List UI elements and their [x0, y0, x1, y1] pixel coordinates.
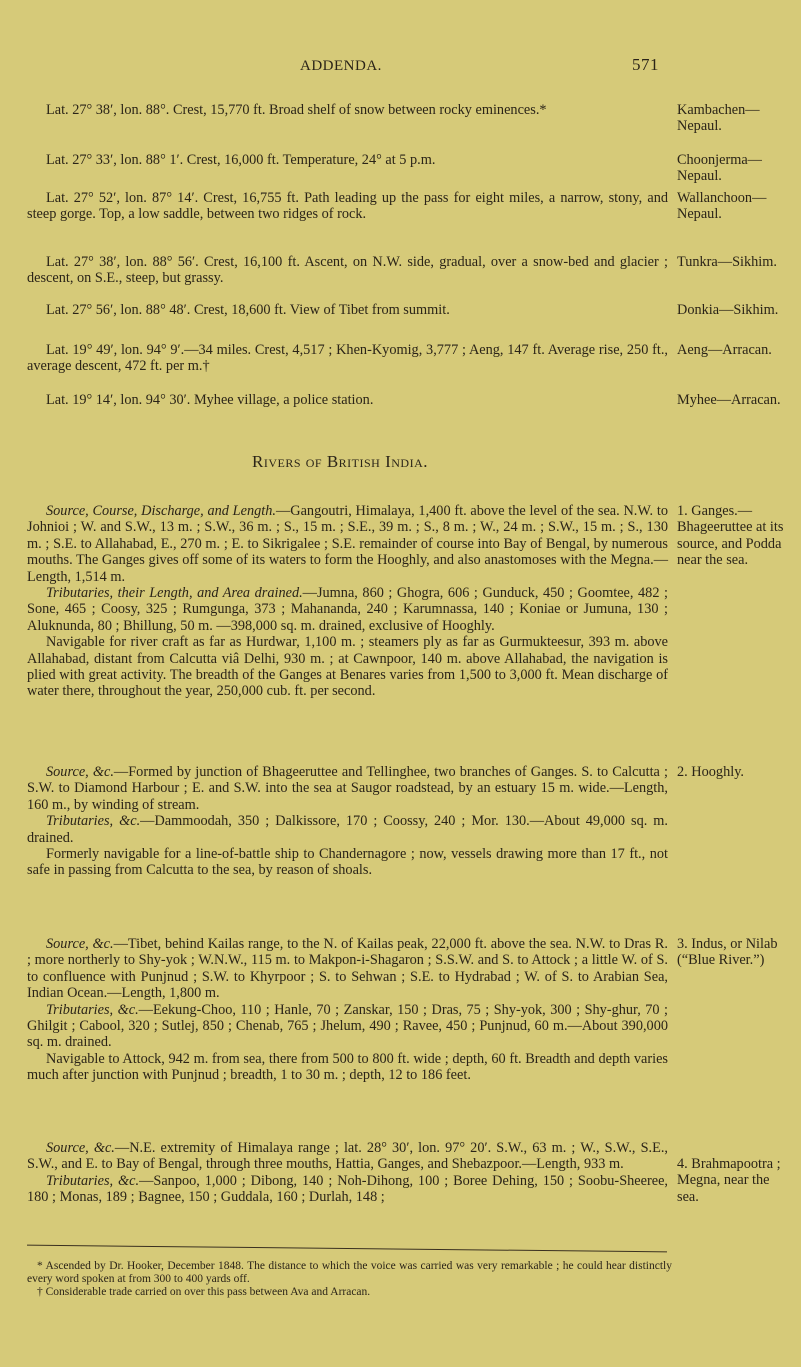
margin-note: 1. Ganges.—Bhageeruttee at its source, and Podda near the sea. [677, 503, 784, 569]
paragraph [27, 634, 668, 700]
entry-text: Lat. 27° 52′, lon. 87° 14′. Crest, 16,755 ft. Path leading up the pass for eight miles, a narrow, stony, and steep gorge. Top, a low saddle, between two ridges of rock. [27, 190, 668, 223]
para-text: —Eekung-Choo, 110 ; Hanle, 70 ; Zanskar, 150 ; Dras, 75 ; Shy-yok, 300 ; Shy-ghur, 70 ; Ghilgit ; Cabool, 320 ; Sutlej, 850 ; Chenab, 765 ; Jhelum, 490 ; Ravee, 450 ; Punjnud, 60 m.—About 390,000 sq. m. drained. [27, 1001, 669, 1051]
entry-text: Lat. 27° 38′, lon. 88° 56′. Crest, 16,100 ft. Ascent, on N.W. side, gradual, over a snow-bed and glacier ; descent, on S.E., steep, but grassy. [27, 254, 668, 287]
margin-note: 2. Hooghly. [677, 764, 744, 780]
margin-note: 3. Indus, or Nilab (“Blue River.”) [677, 936, 778, 969]
river-entry-brahmapootra [27, 1140, 787, 1206]
entry-text: Lat. 19° 14′, lon. 94° 30′. Myhee village, a police station. [46, 392, 374, 408]
margin-note: Wallanchoon—Nepaul. [677, 190, 767, 223]
paragraph [27, 503, 668, 585]
paragraph [27, 813, 668, 846]
pass-entry [27, 152, 787, 185]
paragraph [27, 936, 668, 1002]
margin-note: Myhee—Arracan. [677, 392, 781, 408]
footnotes [27, 1260, 672, 1299]
para-text: —Tibet, behind Kailas range, to the N. of Kailas peak, 22,000 ft. above the sea. N.W. to Dras R. ; more northerly to Shy-yok ; W.N.W., 115 m. to Makpon-i-Shagaron ; S.S.W. and S. to Attock ; a little W. of S. to confluence with Punjnud ; S.W. to Khyrpoor ; S. to Sehwan ; S.E. to Hydrabad ; W. of S. to Arabian Sea, Indian Ocean.—Length, 1,800 m. [27, 936, 668, 1002]
margin-note: Donkia—Sikhim. [677, 302, 779, 318]
entry-text: Lat. 27° 33′, lon. 88° 1′. Crest, 16,000 ft. Temperature, 24° at 5 p.m. [46, 152, 436, 168]
pass-entry [27, 392, 787, 408]
pass-entry [27, 254, 787, 287]
pass-entry [27, 342, 787, 375]
entry-text: Lat. 27° 56′, lon. 88° 48′. Crest, 18,600 ft. View of Tibet from summit. [46, 302, 450, 318]
footnote-rule [27, 1245, 667, 1253]
margin-note: 4. Brahmapootra ; Megna, near the sea. [677, 1156, 781, 1205]
paragraph [27, 1002, 668, 1051]
para-text: —Dammoodah, 350 ; Dalkissore, 170 ; Coossy, 240 ; Mor. 130.—About 49,000 sq. m. drained. [27, 813, 668, 846]
para-text: —Formed by junction of Bhageeruttee and Tellinghee, two branches of Ganges. S. to Calcutta ; S.W. to Diamond Harbour ; E. and S.W. into the sea at Saugor roadstead, by an estuary 15 m. wide.—Length, 160 m., by winding of stream. [27, 764, 669, 813]
paragraph [27, 1051, 668, 1084]
running-header: ADDENDA. [300, 58, 382, 74]
para-text: Formerly navigable for a line-of-battle ship to Chandernagore ; now, vessels drawing more than 17 ft., not safe in passing from Calcutta to the sea, by reason of shoals. [27, 846, 668, 879]
river-entry-indus [27, 936, 787, 1084]
para-lead: Source, &c. [46, 1140, 115, 1156]
para-lead: Source, &c. [46, 764, 114, 780]
paragraph [27, 1173, 668, 1206]
para-lead: Tributaries, &c. [46, 1001, 139, 1018]
paragraph [27, 585, 668, 634]
para-text: Navigable to Attock, 942 m. from sea, there from 500 to 800 ft. wide ; depth, 60 ft. Breadth and depth varies much after junction with Punjnud ; breadth, 1 to 30 m. ; depth, 12 to 186 feet. [27, 1050, 668, 1084]
margin-note: Tunkra—Sikhim. [677, 254, 777, 270]
entry-text: Lat. 27° 38′, lon. 88°. Crest, 15,770 ft. Broad shelf of snow between rocky eminences.* [46, 102, 547, 118]
para-text: —Gangoutri, Himalaya, 1,400 ft. above the level of the sea. N.W. to Johnioi ; W. and S.W., 13 m. ; S.W., 36 m. ; S., 15 m. ; S.E., 39 m. ; S., 8 m. ; W., 24 m. ; S.W., 15 m. ; S., 130 m. ; S.E. to Allahabad, E., 270 m. ; E. to Sikrigalee ; S.E. remainder of course into Bay of Bengal, by numerous mouths. The Ganges gives off some of its waters to form the Hooghly, and also anastomoses with the Megna.—Length, 1,514 m. [27, 503, 668, 585]
section-heading: Rivers of British India. [251, 452, 428, 471]
para-text: —Jumna, 860 ; Ghogra, 606 ; Gunduck, 450 ; Goomtee, 482 ; Sone, 465 ; Coosy, 325 ; Rumgunga, 373 ; Mahananda, 240 ; Karumnassa, 140 ; Koniae or Jumuna, 130 ; Aluknunda, 80 ; Bhillung, 50 m. —398,000 sq. m. drained, exclusive of Hooghly. [27, 585, 668, 634]
para-lead: Source, &c. [46, 936, 114, 952]
para-lead: Tributaries, their Length, and Area drained. [46, 585, 303, 602]
paragraph [27, 1140, 668, 1173]
footnote: * Ascended by Dr. Hooker, December 1848. The distance to which the voice was carried was very remarkable ; he could hear distinctly every word spoken at from 300 to 400 yards off. [27, 1260, 672, 1285]
margin-note: Choonjerma—Nepaul. [677, 152, 762, 185]
pass-entry [27, 190, 787, 223]
para-text: —Sanpoo, 1,000 ; Dibong, 140 ; Noh-Dihong, 100 ; Boree Dehing, 150 ; Soobu-Sheeree, 180 ; Monas, 189 ; Bagnee, 150 ; Guddala, 160 ; Durlah, 148 ; [27, 1172, 669, 1206]
margin-note: Kambachen—Nepaul. [677, 102, 760, 135]
page-number: 571 [632, 55, 659, 74]
river-entry-hooghly [27, 764, 787, 879]
margin-note: Aeng—Arracan. [677, 342, 772, 358]
para-text: Navigable for river craft as far as Hurdwar, 1,100 m. ; steamers ply as far as Gurmukteesur, 393 m. above Allahabad, distant from Calcutta viâ Delhi, 930 m. ; at Cawnpoor, 140 m. above Allahabad, the navigation is plied with great activity. The breadth of the Ganges at Benares varies from 1,500 to 3,000 ft. Mean discharge of water there, throughout the year, 250,000 cub. ft. per second. [27, 634, 668, 700]
para-lead: Tributaries, &c. [46, 1172, 140, 1189]
paragraph [27, 846, 668, 879]
pass-entry [27, 302, 787, 318]
para-lead: Tributaries, &c. [46, 813, 141, 830]
entry-text: Lat. 19° 49′, lon. 94° 9′.—34 miles. Crest, 4,517 ; Khen-Kyomig, 3,777 ; Aeng, 147 ft. Average rise, 250 ft., average descent, 472 ft. per m.† [27, 342, 668, 375]
pass-entry [27, 102, 787, 135]
footnote: † Considerable trade carried on over this pass between Ava and Arracan. [37, 1286, 371, 1298]
para-text: —N.E. extremity of Himalaya range ; lat. 28° 30′, lon. 97° 20′. S.W., 63 m. ; W., S.W., S.E., S.W., and E. to Bay of Bengal, through three mouths, Hattia, Ganges, and Shebazpoor.—Length, 933 m. [27, 1140, 669, 1173]
para-lead: Source, Course, Discharge, and Length. [46, 503, 276, 519]
paragraph [27, 764, 668, 813]
river-entry-ganges [27, 503, 787, 700]
